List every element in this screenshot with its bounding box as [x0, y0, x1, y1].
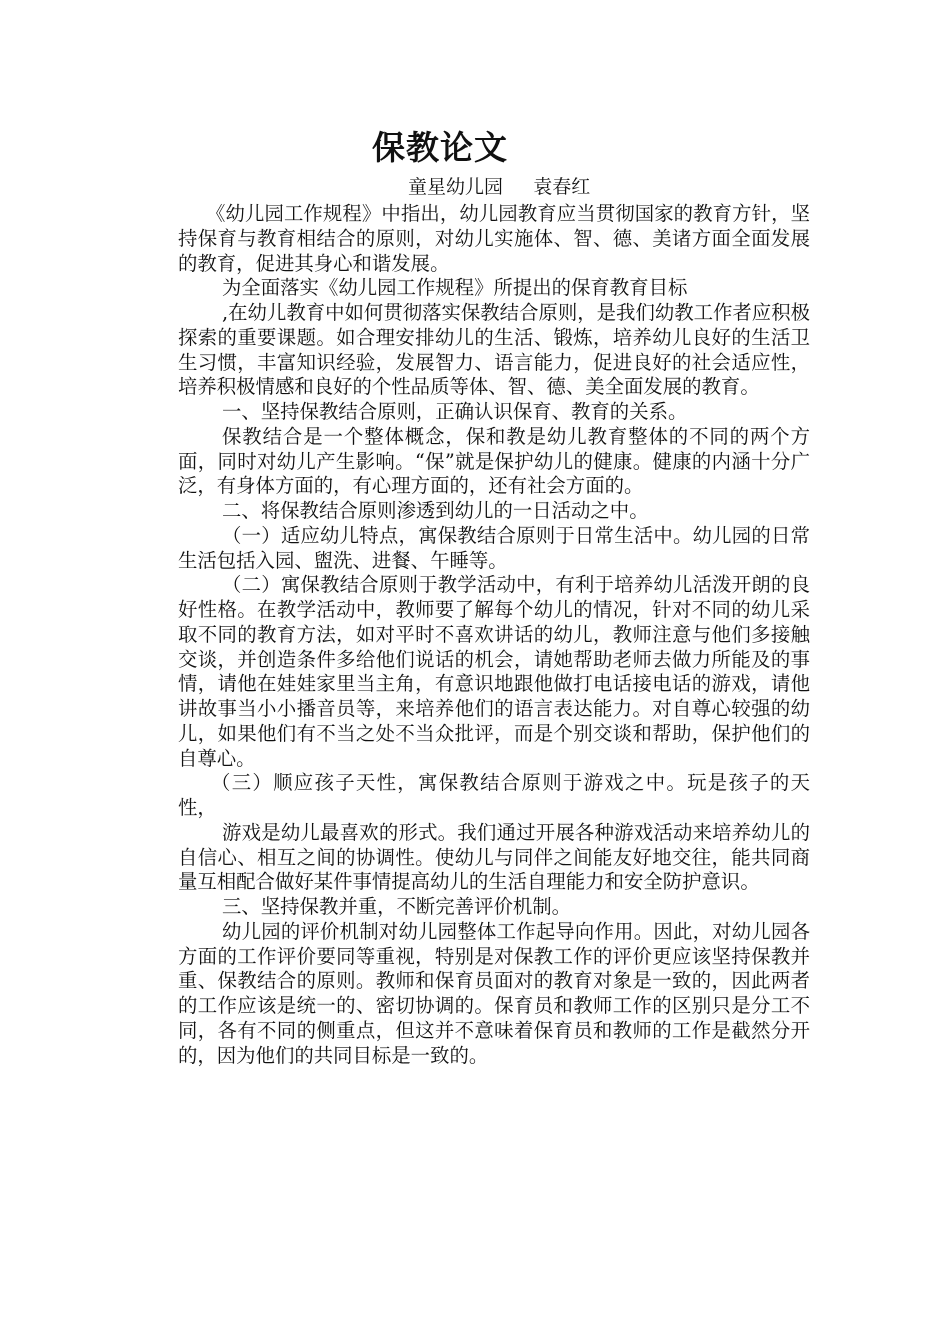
paragraph-games: 游戏是幼儿最喜欢的形式。我们通过开展各种游戏活动来培养幼儿的自信心、相互之间的协调性。使幼儿与同伴之间能友好地交往，能共同商量互相配合做好某件事情提高幼儿的生活自理能力和安全防护意识。: [178, 820, 810, 894]
paragraph-section-1: 保教结合是一个整体概念，保和教是幼儿教育整体的不同的两个方面，同时对幼儿产生影响。“保”就是保护幼儿的健康。健康的内涵十分广泛，有身体方面的，有心理方面的，还有社会方面的。: [178, 424, 810, 498]
section-heading-2: 二、将保教结合原则渗透到幼儿的一日活动之中。: [222, 499, 649, 522]
paragraph-goal-continued: ,在幼儿教育中如何贯彻落实保教结合原则，是我们幼教工作者应积极探索的重要课题。如合理安排幼儿的生活、锻炼，培养幼儿良好的生活卫生习惯，丰富知识经验，发展智力、语言能力，促进良好的社会适应性，培养积极情感和良好的个性品质等体、智、德、美全面发展的教育。: [178, 301, 810, 399]
paragraph-section-2-1: （一）适应幼儿特点，寓保教结合原则于日常生活中。幼儿园的日常生活包括入园、盥洗、进餐、午睡等。: [178, 523, 810, 572]
paragraph-section-2-3: （三）顺应孩子天性，寓保教结合原则于游戏之中。玩是孩子的天性，: [178, 771, 810, 819]
section-heading-3: 三、坚持保教并重，不断完善评价机制。: [222, 895, 572, 918]
document-body: [178, 202, 810, 1068]
paragraph-section-3: 幼儿园的评价机制对幼儿园整体工作起导向作用。因此，对幼儿园各方面的工作评价要同等重视，特别是对保教工作的评价更应该坚持保教并重、保教结合的原则。教师和保育员面对的教育对象是一致的，因此两者的工作应该是统一的、密切协调的。保育员和教师工作的区别只是分工不同，各有不同的侧重点，但这并不意味着保育员和教师的工作是截然分开的，因为他们的共同目标是一致的。: [178, 919, 810, 1067]
paragraph-section-2-2: （二）寓保教结合原则于教学活动中，有利于培养幼儿活泼开朗的良好性格。在教学活动中，教师要了解每个幼儿的情况，针对不同的幼儿采取不同的教育方法，如对平时不喜欢讲话的幼儿，教师注意与他们多接触交谈，并创造条件多给他们说话的机会，请她帮助老师去做力所能及的事情，请他在娃娃家里当主角，有意识地跟他做打电话接电话的游戏，请他讲故事当小小播音员等，来培养他们的语言表达能力。对自尊心较强的幼儿，如果他们有不当之处不当众批评，而是个别交谈和帮助，保护他们的自尊心。: [178, 573, 810, 770]
document-title: 保教论文: [372, 128, 508, 167]
section-heading-1: 一、坚持保教结合原则，正确认识保育、教育的关系。: [222, 400, 688, 423]
paragraph-intro: 《幼儿园工作规程》中指出，幼儿园教育应当贯彻国家的教育方针，坚持保育与教育相结合的原则，对幼儿实施体、智、德、美诸方面全面发展的教育，促进其身心和谐发展。: [178, 202, 810, 275]
author-byline: 童星幼儿园 袁春红: [408, 176, 591, 198]
paragraph-goal: 为全面落实《幼儿园工作规程》所提出的保育教育目标: [222, 276, 688, 300]
